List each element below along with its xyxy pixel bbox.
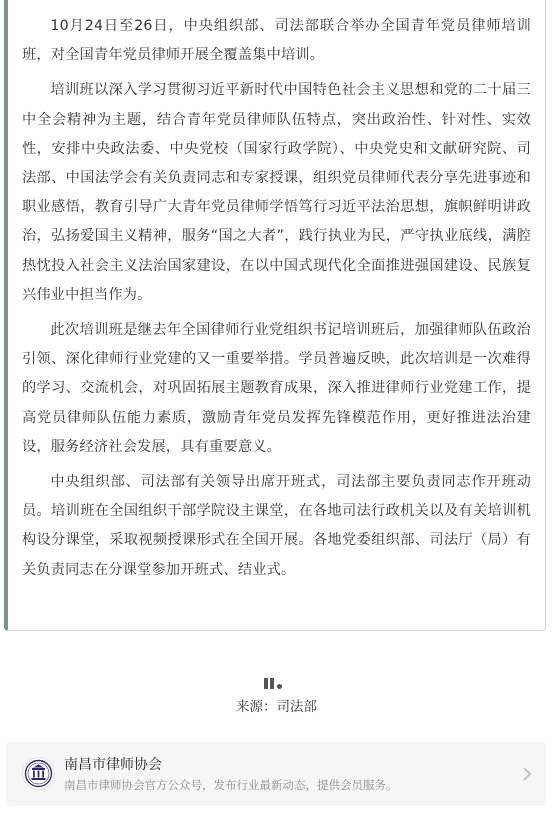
official-account-card[interactable] [6,742,546,806]
article-paragraph-3: 此次培训班是继去年全国律师行业党组织书记培训班后，加强律师队伍政治引领、深化律师行业党建的又一重要举措。学员普遍反映，此次培训是一次难得的学习、交流机会，对巩固拓展主题教育成果，深入推进律师行业党建工作，提高党员律师队伍能力素质，激励青年党员发挥先锋模范作用，更好推进法治建设，服务经济社会发展，具有重要意义。 [22,322,531,455]
article-paragraph-1: 10月24日至26日，中央组织部、司法部联合举办全国青年党员律师培训班，对全国青年党员律师开展全覆盖集中培训。 [22,18,531,64]
chevron-right-icon[interactable] [522,766,532,782]
source-attribution: 来源：司法部 [236,699,317,715]
article-body [4,0,546,631]
lawyers-association-emblem-icon [22,757,55,790]
account-description: 南昌市律师协会官方公众号，发布行业最新动态，提供会员服务。 [64,778,398,792]
article-paragraph-2: 培训班以深入学习贯彻习近平新时代中国特色社会主义思想和党的二十届三中全会精神为主题，结合青年党员律师队伍特点，突出政治性、针对性、实效性，安排中央政法委、中央党校（国家行政学院）、中央党史和文献研究院、司法部、中国法学会有关负责同志和专家授课，组织党员律师代表分享先进事迹和职业感悟，教育引导广大青年党员律师学悟笃行习近平法治思想，旗帜鲜明讲政治，弘扬爱国主义精神，服务“国之大者”，践行执业为民，严守执业底线，满腔热忱投入社会主义法治国家建设，在以中国式现代化全面推进强国建设、民族复兴伟业中担当作为。 [22,82,531,303]
article-paragraph-4: 中央组织部、司法部有关领导出席开班式，司法部主要负责同志作开班动员。培训班在全国组织干部学院设主课堂，在各地司法行政机关以及有关培训机构设分课堂，采取视频授课形式在全国开展。各地党委组织部、司法厅（局）有关负责同志在分课堂参加开班式、结业式。 [22,474,531,578]
bars-divider-icon [264,677,286,689]
account-name: 南昌市律师协会 [64,757,162,773]
